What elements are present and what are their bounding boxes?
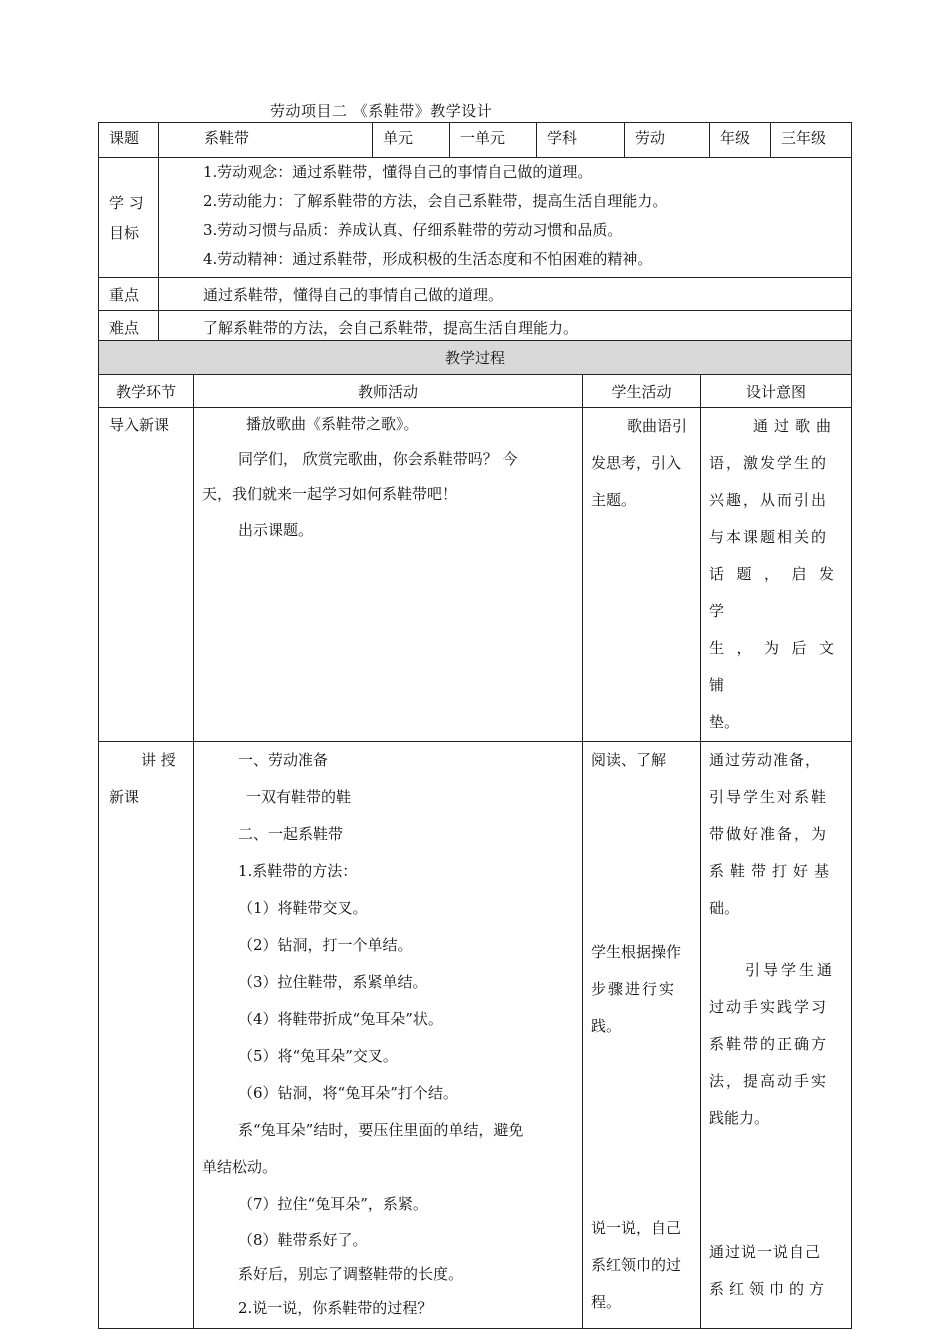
- col-stage: 教学环节: [99, 375, 194, 408]
- goal-item: 4.劳动精神：通过系鞋带，形成积极的生活态度和不怕困难的精神。: [203, 250, 653, 268]
- topic-value: 系鞋带: [159, 123, 373, 158]
- col-student: 学生活动: [583, 375, 701, 408]
- goal-item: 1.劳动观念：通过系鞋带，懂得自己的事情自己做的道理。: [203, 163, 593, 181]
- process-table: [98, 340, 852, 1329]
- info-table: [98, 122, 852, 344]
- intro-intent: 通过歌曲 语，激发学生的 兴趣，从而引出 与本课题相关的 话题，启发学 生，为后文铺 垫。: [701, 408, 852, 742]
- goals-list: [159, 158, 852, 278]
- intro-stage: 导入新课: [99, 408, 194, 742]
- key-point-text: 通过系鞋带，懂得自己的事情自己做的道理。: [159, 278, 852, 311]
- lesson-row: [99, 742, 852, 1329]
- info-row: [99, 123, 852, 158]
- lesson-intent: 通过劳动准备， 引导学生对系鞋 带做好准备，为 系鞋带打好基 础。 引导学生通 过动手实践学习 系鞋带的正确方 法，提高动手实 践能力。 通过说一说自己 系红领巾的方: [701, 742, 852, 1329]
- goal-item: 3.劳动习惯与品质：养成认真、仔细系鞋带的劳动习惯和品质。: [203, 221, 623, 239]
- intro-teacher: 播放歌曲《系鞋带之歌》。 同学们， 欣赏完歌曲，你会系鞋带吗？ 今 天，我们就来一起学习如何系鞋带吧！ 出示课题。: [194, 408, 583, 742]
- subject-label: 学科: [537, 123, 625, 158]
- lesson-student: 阅读、了解 学生根据操作 步骤进行实 践。 说一说，自己 系红领巾的过 程。: [583, 742, 701, 1329]
- key-point-row: [99, 278, 852, 311]
- difficulty-label: 难点: [99, 311, 159, 344]
- lesson-stage: 讲 授 新课: [99, 742, 194, 1329]
- grade-label: 年级: [710, 123, 771, 158]
- lesson-teacher: 一、劳动准备 一双有鞋带的鞋 二、一起系鞋带 1.系鞋带的方法： （1）将鞋带交叉。 （2）钻洞，打一个单结。 （3）拉住鞋带，系紧单结。 （4）将鞋带折成“兔耳朵”状。 （5）将“兔耳朵”交叉。 （6）钻洞，将“兔耳朵”打个结。 系“兔耳朵”结时，要压住里面的单结，避免 单结松动。 （7）拉住“兔耳朵”，系紧。 （8）鞋带系好了。 系好后，别忘了调整鞋带的长度。 2.说一说，你系鞋带的过程？: [194, 742, 583, 1329]
- unit-label: 单元: [373, 123, 450, 158]
- difficulty-text: 了解系鞋带的方法，会自己系鞋带，提高生活自理能力。: [159, 311, 852, 344]
- goals-row: [99, 158, 852, 278]
- intro-row: [99, 408, 852, 742]
- col-teacher: 教师活动: [194, 375, 583, 408]
- subject-value: 劳动: [625, 123, 710, 158]
- grade-value: 三年级: [771, 123, 852, 158]
- process-header: 教学过程: [99, 341, 852, 375]
- goals-label: 学 习 目标: [99, 158, 159, 278]
- unit-value: 一单元: [450, 123, 537, 158]
- key-point-label: 重点: [99, 278, 159, 311]
- topic-label: 课题: [99, 123, 159, 158]
- process-header-row: [99, 341, 852, 375]
- intro-student: 歌曲语引 发思考，引入 主题。: [583, 408, 701, 742]
- col-intent: 设计意图: [701, 375, 852, 408]
- difficulty-row: [99, 311, 852, 344]
- goal-item: 2.劳动能力：了解系鞋带的方法，会自己系鞋带，提高生活自理能力。: [203, 192, 668, 210]
- column-header-row: [99, 375, 852, 408]
- document-title: 劳动项目二 《系鞋带》教学设计: [270, 102, 493, 120]
